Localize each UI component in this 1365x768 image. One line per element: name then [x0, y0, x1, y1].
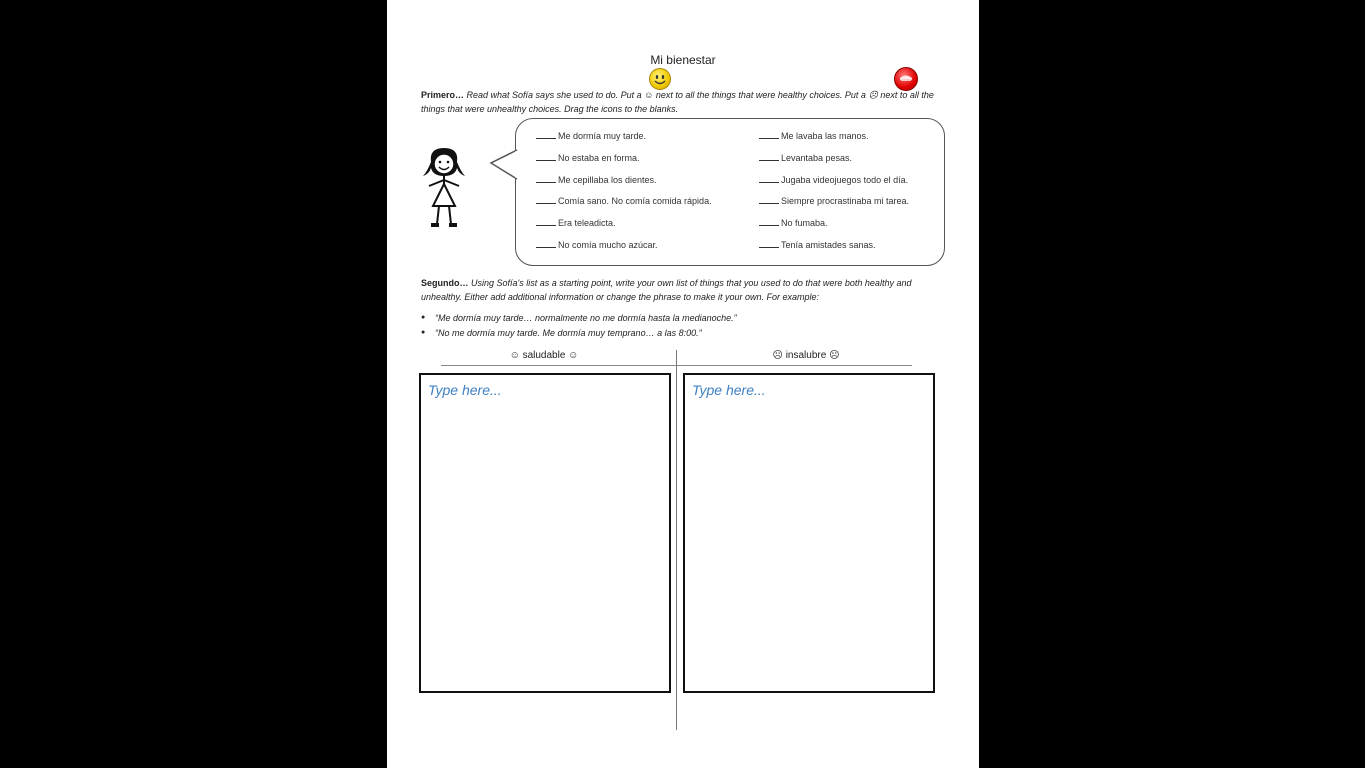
primero-text: Read what Sofía says she used to do. Put a ☺ next to all the things that were healthy choices. Put a ☹ next to all the things that were unhealthy choices. Drag the icons to the blanks. — [421, 90, 934, 114]
list-item[interactable]: Tenía amistades sanas. — [759, 239, 876, 250]
answer-blank[interactable] — [536, 174, 556, 183]
stick-girl-icon — [421, 146, 467, 230]
answer-blank[interactable] — [759, 130, 779, 139]
column-divider — [676, 350, 677, 730]
list-item[interactable]: Siempre procrastinaba mi tarea. — [759, 195, 909, 206]
column-header-unhealthy: ☹ insalubre ☹ — [772, 350, 840, 361]
divider — [677, 365, 912, 366]
list-item[interactable]: Me cepillaba los dientes. — [536, 174, 657, 185]
list-item[interactable]: Jugaba videojuegos todo el día. — [759, 174, 908, 185]
example-item: ● “No me dormía muy tarde. Me dormía muy temprano… a las 8:00.” — [435, 328, 702, 338]
speech-bubble-tail — [490, 150, 518, 180]
answer-blank[interactable] — [536, 239, 556, 248]
example-item: ● “Me dormía muy tarde… normalmente no me dormía hasta la medianoche.” — [435, 313, 737, 323]
segundo-instructions — [421, 276, 951, 304]
answer-blank[interactable] — [536, 217, 556, 226]
divider — [441, 365, 676, 366]
answer-blank[interactable] — [536, 130, 556, 139]
page-title: Mi bienestar — [650, 53, 716, 67]
unhealthy-text-box[interactable] — [683, 373, 935, 693]
list-item[interactable]: No comía mucho azúcar. — [536, 239, 658, 250]
answer-blank[interactable] — [759, 217, 779, 226]
primero-label: Primero… — [421, 90, 465, 100]
list-item[interactable]: No fumaba. — [759, 217, 828, 228]
unhealthy-placeholder: Type here... — [692, 382, 766, 398]
list-item[interactable]: Comía sano. No comía comida rápida. — [536, 195, 712, 206]
answer-blank[interactable] — [759, 239, 779, 248]
answer-blank[interactable] — [536, 195, 556, 204]
list-item[interactable]: Era teleadicta. — [536, 217, 616, 228]
healthy-placeholder: Type here... — [428, 382, 502, 398]
primero-instructions — [421, 88, 951, 116]
answer-blank[interactable] — [536, 152, 556, 161]
column-header-healthy: ☺ saludable ☺ — [509, 350, 579, 361]
list-item[interactable]: Me dormía muy tarde. — [536, 130, 646, 141]
list-item[interactable]: No estaba en forma. — [536, 152, 640, 163]
yellow-smiley-icon[interactable] — [649, 68, 671, 90]
segundo-label: Segundo… — [421, 278, 469, 288]
answer-blank[interactable] — [759, 195, 779, 204]
healthy-text-box[interactable] — [419, 373, 671, 693]
answer-blank[interactable] — [759, 152, 779, 161]
answer-blank[interactable] — [759, 174, 779, 183]
segundo-text: Using Sofía's list as a starting point, write your own list of things that you used to do that were both healthy and unhealthy. Either add additional information or change the phrase to make it your own. For example: — [421, 278, 912, 302]
list-item[interactable]: Me lavaba las manos. — [759, 130, 869, 141]
worksheet-page — [387, 0, 979, 768]
list-item[interactable]: Levantaba pesas. — [759, 152, 852, 163]
